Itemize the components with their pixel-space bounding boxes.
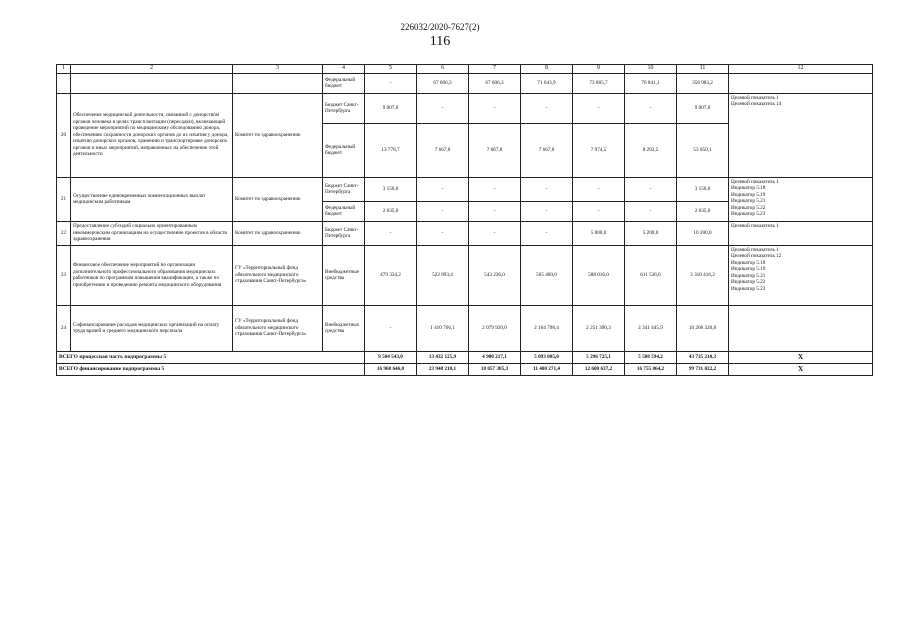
indicator-line: Целевой показатель 1 [731, 94, 779, 101]
activity-name: Обеспечение медицинской деятельности, связанной с донорством органов человека в целях трансплантации (пересадки), включающей проведение мероприятий по медицинскому обследованию донора, обеспечению сохранности донорских органов до их изъятия у донора, изъятию донорских органов, хранению и транспортировке донорских органов и иных мероприятий, направленных на обеспечение этой деятельности [71, 93, 233, 177]
amount-cell: - [573, 177, 625, 201]
row-number: 24 [57, 305, 71, 351]
indicator-line: Целевой показатель 1 [731, 222, 779, 229]
indicators-cell [729, 305, 873, 351]
indicators-cell [729, 221, 873, 245]
amount-cell: 3 150,0 [365, 177, 417, 201]
column-number: 9 [573, 65, 625, 74]
amount-cell: - [573, 93, 625, 123]
amount-cell: 10 268 320,8 [677, 305, 729, 351]
amount-cell: - [625, 93, 677, 123]
table-row [57, 93, 873, 123]
total-amount: 16 968 646,0 [365, 363, 417, 375]
total-label: ВСЕГО процессная часть подпрограммы 5 [57, 351, 365, 363]
amount-cell: - [625, 177, 677, 201]
amount-cell: 3 150,0 [677, 177, 729, 201]
amount-cell: 13 778,7 [365, 123, 417, 177]
activity-name [71, 73, 233, 93]
document-code: 226032/2020-7627(2) [400, 22, 480, 32]
indicator-line: Индикатор 5.19 [731, 266, 766, 272]
column-number: 8 [521, 65, 573, 74]
amount-cell: 3 310 416,2 [677, 245, 729, 305]
amount-cell: 2 251 390,3 [573, 305, 625, 351]
table-body [57, 65, 873, 376]
amount-cell: 53 050,1 [677, 123, 729, 177]
indicators-cell [729, 245, 873, 305]
amount-cell: 2 035,0 [677, 201, 729, 221]
total-amount: 12 600 637,2 [573, 363, 625, 375]
amount-cell: 5 200,0 [625, 221, 677, 245]
total-amount: 16 755 864,2 [625, 363, 677, 375]
amount-cell: - [469, 201, 521, 221]
column-number: 5 [365, 65, 417, 74]
amount-cell: 2 035,0 [365, 201, 417, 221]
amount-cell: - [521, 201, 573, 221]
amount-cell: - [521, 93, 573, 123]
indicator-line: Индикатор 5.23 [731, 285, 766, 292]
executor: ГУ «Территориальный фонд обязательного медицинского страхования Санкт-Петербурга» [233, 305, 323, 351]
indicator-line: Индикатор 5.21 [731, 272, 766, 279]
table-row [57, 177, 873, 201]
indicator-line: Индикатор 5.19 [731, 191, 766, 198]
column-number: 4 [323, 65, 365, 74]
funding-source: Бюджет Санкт-Петербурга [323, 177, 365, 201]
executor: Комитет по здравоохранению [233, 221, 323, 245]
indicator-line: Целевой показатель 1 [731, 178, 779, 185]
column-number: 2 [71, 65, 233, 74]
amount-cell: 67 606,3 [417, 73, 469, 93]
total-amount: 18 057 385,3 [469, 363, 521, 375]
amount-cell: 2 164 798,4 [521, 305, 573, 351]
column-number: 1 [57, 65, 71, 74]
indicators-cell [729, 177, 873, 221]
executor: Комитет по здравоохранению [233, 93, 323, 177]
indicator-line: Индикатор 5.22 [731, 204, 766, 211]
total-amount: 13 432 125,9 [417, 351, 469, 363]
table-row [57, 305, 873, 351]
total-row [57, 363, 873, 375]
amount-cell: 7 667,8 [417, 123, 469, 177]
table-row [57, 221, 873, 245]
activity-name: Предоставление субсидий социально ориентированным некоммерческим организациям на осуществление проектов в области здравоохранения [71, 221, 233, 245]
funding-source: Федеральный бюджет [323, 123, 365, 177]
amount-cell: 5 000,0 [573, 221, 625, 245]
funding-source: Бюджет Санкт-Петербурга [323, 93, 365, 123]
indicator-line: Целевой показатель 1 [731, 246, 779, 253]
amount-cell: - [469, 93, 521, 123]
budget-table [56, 64, 873, 376]
indicator-line: Индикатор 5.18 [731, 259, 766, 266]
column-number: 10 [625, 65, 677, 74]
column-number: 12 [729, 65, 873, 74]
indicators-cell [729, 73, 873, 93]
executor [233, 73, 323, 93]
total-amount: 11 400 271,4 [521, 363, 573, 375]
column-number: 7 [469, 65, 521, 74]
amount-cell: 8 293,5 [625, 123, 677, 177]
amount-cell: 2 079 920,0 [469, 305, 521, 351]
column-number: 11 [677, 65, 729, 74]
amount-cell: - [365, 305, 417, 351]
funding-source: Внебюджетные средства [323, 245, 365, 305]
amount-cell: 479 334,2 [365, 245, 417, 305]
amount-cell: - [521, 221, 573, 245]
amount-cell: - [417, 201, 469, 221]
total-amount: 99 731 022,2 [677, 363, 729, 375]
amount-cell: - [365, 73, 417, 93]
funding-source: Бюджет Санкт-Петербурга [323, 221, 365, 245]
row-number: 23 [57, 245, 71, 305]
column-number: 6 [417, 65, 469, 74]
amount-cell: - [521, 177, 573, 201]
indicator-line: Целевой показатель 14 [731, 101, 782, 107]
activity-name: Финансовое обеспечение мероприятий по организации дополнительного профессионального образования медицинских работников по программам повышения квалификации, а также по приобретению и проведению ремонта медицинского оборудования [71, 245, 233, 305]
amount-cell: - [469, 221, 521, 245]
amount-cell: 71 043,9 [521, 73, 573, 93]
table-row [57, 245, 873, 305]
amount-cell: - [417, 93, 469, 123]
amount-cell: 67 606,3 [469, 73, 521, 93]
indicator-line: Индикатор 5.18 [731, 185, 766, 191]
funding-source: Федеральный бюджет [323, 201, 365, 221]
amount-cell: 7 974,5 [573, 123, 625, 177]
amount-cell: 1 410 766,1 [417, 305, 469, 351]
amount-cell: - [417, 177, 469, 201]
total-mark: Х [729, 351, 873, 363]
activity-name: Осуществление единовременных компенсационных выплат медицинским работникам [71, 177, 233, 221]
total-amount: 43 735 210,3 [677, 351, 729, 363]
amount-cell: 76 841,1 [625, 73, 677, 93]
amount-cell: 10 200,0 [677, 221, 729, 245]
amount-cell: 9 007,0 [677, 93, 729, 123]
total-amount: 23 948 218,1 [417, 363, 469, 375]
total-label: ВСЕГО финансирование подпрограммы 5 [57, 363, 365, 375]
amount-cell: 9 007,0 [365, 93, 417, 123]
total-amount: 4 900 217,1 [469, 351, 521, 363]
funding-source: Федеральный бюджет [323, 73, 365, 93]
total-mark: Х [729, 363, 873, 375]
amount-cell: 7 667,8 [469, 123, 521, 177]
row-number: 22 [57, 221, 71, 245]
indicator-line: Индикатор 5.21 [731, 198, 766, 204]
amount-cell: - [573, 201, 625, 221]
executor: Комитет по здравоохранению [233, 177, 323, 221]
total-amount: 5 093 005,0 [521, 351, 573, 363]
row-number [57, 73, 71, 93]
amount-cell: 588 016,0 [573, 245, 625, 305]
indicators-cell [729, 93, 873, 177]
amount-cell: 356 983,2 [677, 73, 729, 93]
amount-cell: 2 341 445,9 [625, 305, 677, 351]
page-number: 116 [429, 34, 451, 49]
amount-cell: 565 400,0 [521, 245, 573, 305]
amount-cell: - [417, 221, 469, 245]
activity-name: Софинансирование расходов медицинских организаций на оплату труда врачей и среднего медицинского персонала [71, 305, 233, 351]
amount-cell: - [625, 201, 677, 221]
funding-source: Внебюджетных средства [323, 305, 365, 351]
amount-cell: 543 236,0 [469, 245, 521, 305]
amount-cell: 611 536,6 [625, 245, 677, 305]
indicator-line: Целевой показатель 12 [731, 253, 782, 259]
indicator-line: Индикатор 5.22 [731, 279, 766, 285]
executor: ГУ «Территориальный фонд обязательного медицинского страхования Санкт-Петербурга» [233, 245, 323, 305]
total-amount: 5 296 725,1 [573, 351, 625, 363]
row-number: 20 [57, 93, 71, 177]
amount-cell: 7 667,8 [521, 123, 573, 177]
indicator-line: Индикатор 5.23 [731, 211, 766, 217]
table-row [57, 73, 873, 93]
column-number-row [57, 65, 873, 74]
total-row [57, 351, 873, 363]
amount-cell: 522 893,4 [417, 245, 469, 305]
amount-cell: 73 885,7 [573, 73, 625, 93]
total-amount: 5 508 594,2 [625, 351, 677, 363]
amount-cell: - [365, 221, 417, 245]
total-amount: 9 504 543,0 [365, 351, 417, 363]
column-number: 3 [233, 65, 323, 74]
row-number: 21 [57, 177, 71, 221]
amount-cell: - [469, 177, 521, 201]
